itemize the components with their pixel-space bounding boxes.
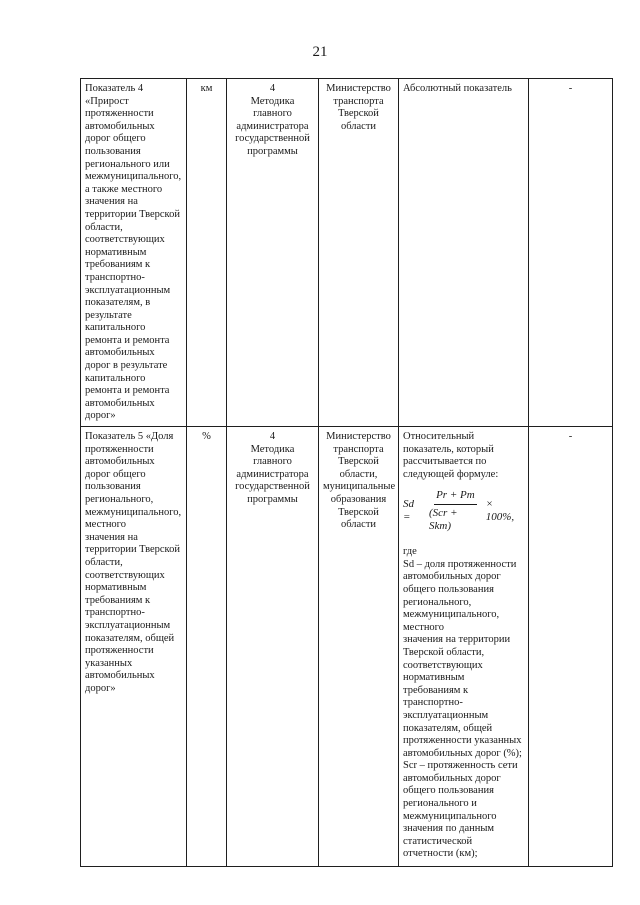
unit-cell	[187, 427, 227, 867]
note-cell	[529, 427, 613, 867]
responsible-cell	[319, 79, 399, 427]
indicator-name-cell	[81, 427, 187, 867]
description-intro: Относительный показатель, который рассчитывается по следующей формуле:	[403, 431, 499, 480]
formula-denominator: (Scr + Skm)	[429, 507, 458, 532]
formula-tail: × 100%,	[485, 498, 515, 523]
unit: %	[202, 431, 211, 443]
description-cell	[399, 79, 529, 427]
table-row-indicator-4	[81, 79, 613, 427]
description-definitions: где Sd – доля протяженности автомобильных дорог общего пользования регионального, межмуниципального, местного значения на территории Тверской области, соответствующих нормативным требованиям к транспортно- эксплуатационным показателям, общей протяженности указанных автомобильных дорог (%); Scr – протяженность сети автомобильных дорог общего пользования регионального и межмуниципального значения по данным статистической отчетности (км);	[403, 546, 522, 860]
method: 4 Методика главного администратора государственной программы	[235, 431, 310, 505]
note-cell	[529, 79, 613, 427]
method-cell	[227, 427, 319, 867]
indicators-table	[80, 78, 613, 867]
description: Абсолютный показатель	[403, 83, 512, 94]
responsible: Министерство транспорта Тверской области, муниципальные образования Тверской области	[323, 431, 396, 531]
responsible-cell	[319, 427, 399, 867]
formula	[403, 489, 524, 532]
formula-numerator: Pr + Pm	[434, 489, 477, 505]
unit: км	[200, 83, 213, 94]
method-cell	[227, 79, 319, 427]
method: 4 Методика главного администратора государственной программы	[235, 83, 310, 157]
indicator-name: Показатель 5 «Доля протяженности автомобильных дорог общего пользования регионального, межмуниципального, местного значения на территории Тверской области, соответствующих нормативным требованиям к транспортно- эксплуатационным показателям, общей протяженности указанных автомобильных дорог»	[85, 431, 182, 694]
responsible: Министерство транспорта Тверской области	[326, 83, 391, 132]
formula-lhs: Sd =	[403, 498, 414, 523]
unit-cell	[187, 79, 227, 427]
formula-fraction	[427, 489, 484, 532]
indicator-name-cell	[81, 79, 187, 427]
description-cell	[399, 427, 529, 867]
page-number: 21	[312, 44, 328, 60]
note: -	[568, 83, 573, 94]
note: -	[568, 431, 573, 443]
table-row-indicator-5	[81, 427, 613, 867]
indicator-name: Показатель 4 «Прирост протяженности автомобильных дорог общего пользования регионального или межмуниципального, а также местного значения на территории Тверской области, соответствующих нормативным требованиям к транспортно- эксплуатационным показателям, в результате капитального ремонта и ремонта автомобильных дорог в результате капитального ремонта и ремонта автомобильных дорог»	[85, 83, 182, 422]
